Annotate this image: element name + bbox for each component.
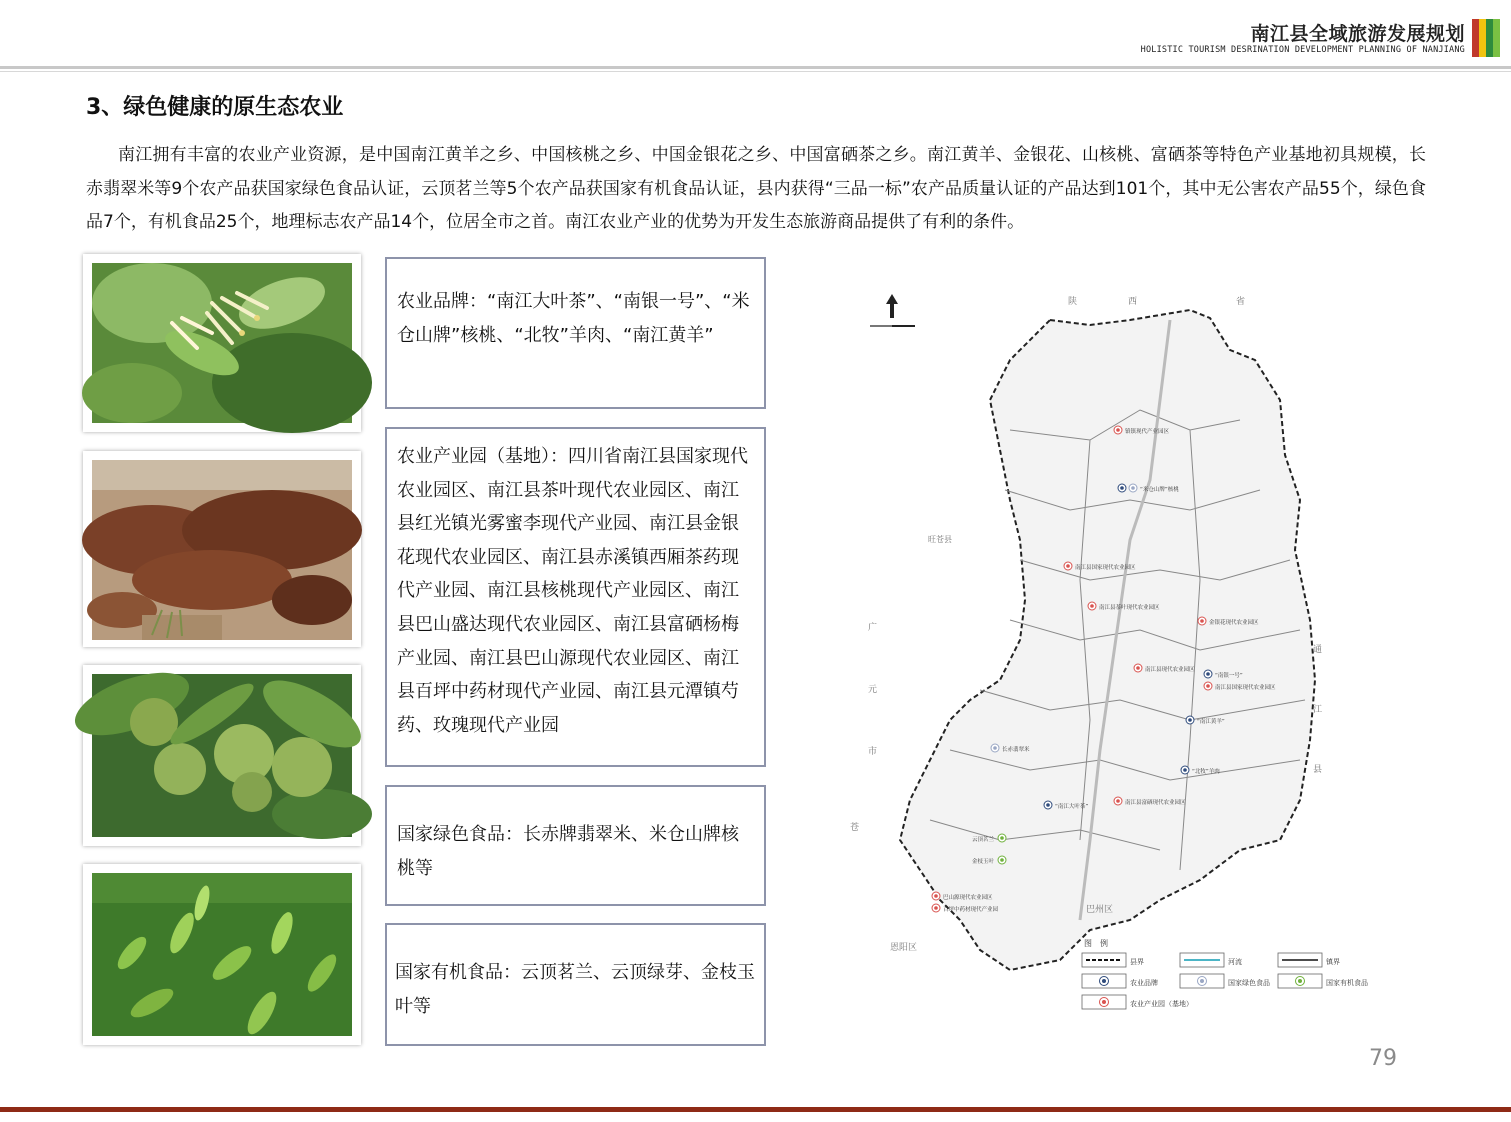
svg-text:国家绿色食品: 国家绿色食品 xyxy=(1228,979,1270,987)
north-arrow-icon xyxy=(870,294,915,327)
bar-yellow xyxy=(1479,19,1486,57)
label-cangxi-1: 苍 xyxy=(850,823,860,833)
svg-text:南江县国家现代农业园区: 南江县国家现代农业园区 xyxy=(1075,565,1136,571)
label-guangyuan-2: 元 xyxy=(868,685,878,695)
section-title: 3、绿色健康的原生态农业 xyxy=(86,95,344,120)
photo-walnuts xyxy=(83,665,361,846)
photo-goats xyxy=(83,451,361,647)
label-shaanxi-1: 陕 xyxy=(1068,297,1078,307)
page-number: 79 xyxy=(1369,1046,1397,1071)
header-rule-thin xyxy=(0,71,1511,72)
svg-text:云顶茗兰: 云顶茗兰 xyxy=(972,837,995,843)
svg-text:巴山源现代农业园区: 巴山源现代农业园区 xyxy=(943,895,993,901)
svg-text:南江县茶叶现代农业园区: 南江县茶叶现代农业园区 xyxy=(1099,605,1160,611)
info-box-green-food: 国家绿色食品：长赤牌翡翠米、米仓山牌核桃等 xyxy=(385,785,766,906)
svg-text:国家有机食品: 国家有机食品 xyxy=(1326,979,1368,987)
header-subtitle: HOLISTIC TOURISM DESRINATION DEVELOPMENT PLANNING OF NANJIANG xyxy=(1140,45,1465,55)
svg-text:“南江黄羊”: “南江黄羊” xyxy=(1197,719,1225,725)
county-boundary xyxy=(900,310,1315,970)
svg-text:南江县富硒现代农业园区: 南江县富硒现代农业园区 xyxy=(1125,800,1186,806)
label-guangyuan-1: 广 xyxy=(868,623,878,633)
svg-text:长赤翡翠米: 长赤翡翠米 xyxy=(1002,747,1030,753)
header-rule xyxy=(0,66,1511,69)
bar-green xyxy=(1486,19,1493,57)
label-guangyuan-3: 市 xyxy=(868,747,878,757)
label-shaanxi-2: 西 xyxy=(1128,297,1138,307)
county-map xyxy=(850,280,1380,1020)
map-legend xyxy=(1082,938,1368,1009)
info-box-brands: 农业品牌：“南江大叶茶”、“南银一号”、“米仓山牌”核桃、“北牧”羊肉、“南江黄羊” xyxy=(385,257,766,409)
svg-text:金银花现代农业园区: 金银花现代农业园区 xyxy=(1209,620,1259,626)
svg-text:“南银一号”: “南银一号” xyxy=(1215,673,1243,679)
bar-light-green xyxy=(1493,19,1500,57)
svg-text:镇界: 镇界 xyxy=(1326,958,1340,966)
info-box-parks: 农业产业园（基地）：四川省南江县国家现代农业园区、南江县茶叶现代农业园区、南江县红光镇光雾蜜李现代产业园、南江县金银花现代农业园区、南江县赤溪镇西厢茶药现代产业园、南江县核桃现代产业园区、南江县巴山盛达现代农业园区、南江县富硒杨梅产业园、南江县巴山源现代农业园区、南江县百坪中药材现代产业园、南江县元潭镇芍药、玫瑰现代产业园 xyxy=(385,427,766,767)
header-color-bars xyxy=(1472,19,1501,57)
svg-text:县界: 县界 xyxy=(1130,958,1144,966)
photo-honeysuckle xyxy=(83,254,361,432)
label-tongjiang-1: 通 xyxy=(1313,645,1323,655)
svg-text:南江县国家现代农业园区: 南江县国家现代农业园区 xyxy=(1215,685,1276,691)
label-enyang: 恩阳区 xyxy=(890,943,918,953)
svg-text:河流: 河流 xyxy=(1228,958,1242,966)
label-tongjiang-2: 江 xyxy=(1313,705,1323,715)
svg-text:金枝玉叶: 金枝玉叶 xyxy=(972,859,995,865)
header-title: 南江县全域旅游发展规划 xyxy=(1250,23,1465,45)
svg-text:农业产业园（基地）: 农业产业园（基地） xyxy=(1130,1000,1193,1008)
label-wangcang: 旺苍县 xyxy=(928,535,952,544)
info-box-organic-food: 国家有机食品：云顶茗兰、云顶绿芽、金枝玉叶等 xyxy=(385,923,766,1046)
bar-red xyxy=(1472,19,1479,57)
svg-text:南江县现代农业园区: 南江县现代农业园区 xyxy=(1145,667,1195,673)
svg-text:农业品牌: 农业品牌 xyxy=(1130,979,1158,987)
legend-title: 图 例 xyxy=(1084,939,1108,948)
svg-text:“南江大叶茶”: “南江大叶茶” xyxy=(1055,804,1089,810)
svg-text:“米仓山牌”核桃: “米仓山牌”核桃 xyxy=(1140,487,1179,493)
svg-text:镇镇现代产业园区: 镇镇现代产业园区 xyxy=(1125,429,1170,435)
label-tongjiang-3: 县 xyxy=(1313,765,1323,775)
footer-bar xyxy=(0,1107,1511,1112)
photo-tea xyxy=(83,864,361,1045)
label-shaanxi-3: 省 xyxy=(1236,297,1246,307)
intro-paragraph: 南江拥有丰富的农业产业资源，是中国南江黄羊之乡、中国核桃之乡、中国金银花之乡、中国富硒茶之乡。南江黄羊、金银花、山核桃、富硒茶等特色产业基地初具规模，长赤翡翠米等9个农产品获国家绿色食品认证，云顶茗兰等5个农产品获国家有机食品认证，县内获得“三品一标”农产品质量认证的产品达到101个，其中无公害农产品55个，绿色食品7个，有机食品25个，地理标志农产品14个，位居全市之首。南江农业产业的优势为开发生态旅游商品提供了有利的条件。 xyxy=(86,145,1426,232)
svg-text:“北牧”羊肉: “北牧”羊肉 xyxy=(1192,769,1220,775)
svg-text:百坪中药材现代产业园: 百坪中药材现代产业园 xyxy=(943,907,999,913)
label-bazhou: 巴州区 xyxy=(1086,905,1114,915)
